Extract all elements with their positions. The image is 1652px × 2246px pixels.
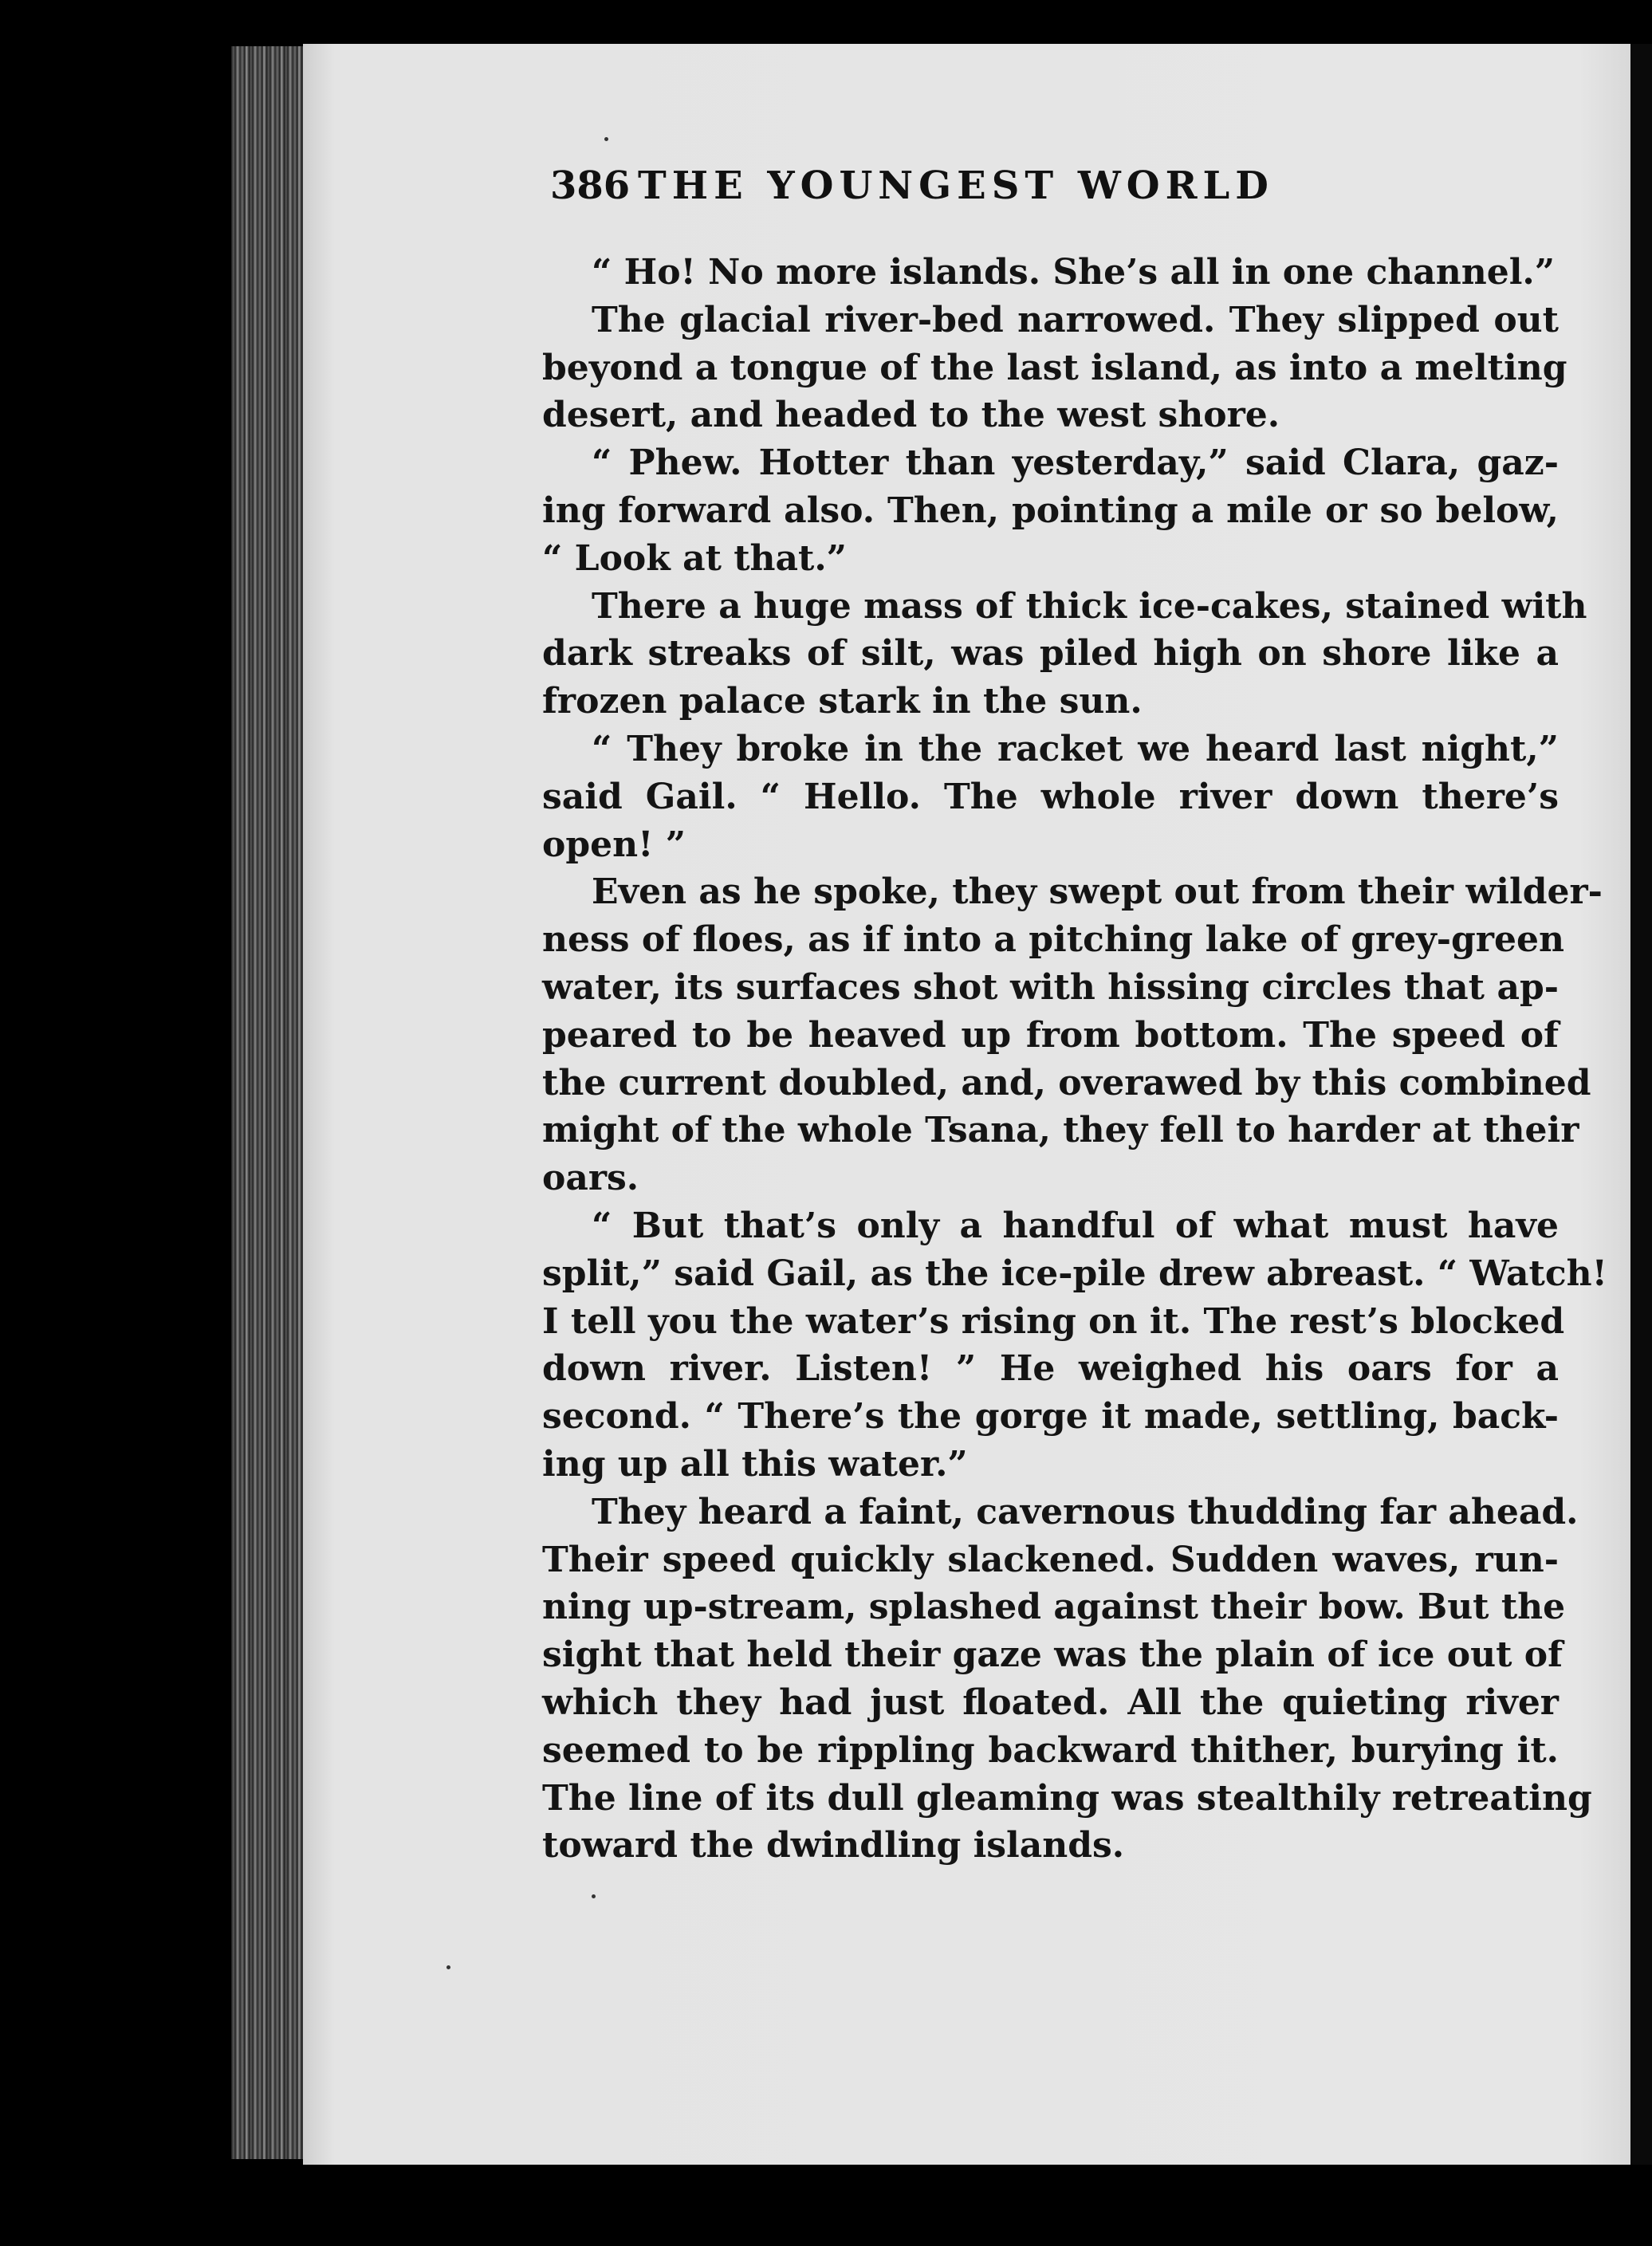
text-line: They heard a faint, cavernous thudding far ahead. [592, 1491, 1579, 1532]
text-line: down river. Listen! ” He weighed his oars for a [542, 1348, 1559, 1390]
print-speck [446, 1965, 450, 1969]
running-head: THE YOUNGEST WORLD [638, 163, 1274, 208]
text-line: ness of floes, as if into a pitching lake of grey-green [542, 919, 1564, 961]
text-line: sight that held their gaze was the plain of ice out of [542, 1634, 1564, 1676]
book-spine-edge [231, 46, 303, 2159]
text-line: might of the whole Tsana, they fell to harder at their [542, 1110, 1579, 1151]
text-line: ing forward also. Then, pointing a mile or so below, [542, 490, 1559, 531]
text-line: open! ” [542, 824, 686, 865]
text-line: The line of its dull gleaming was stealthily retreating [542, 1777, 1592, 1819]
text-line: I tell you the water’s rising on it. The rest’s blocked [542, 1300, 1565, 1342]
text-line: water, its surfaces shot with hissing circles that ap- [542, 966, 1559, 1008]
print-speck [592, 1894, 596, 1898]
text-line: toward the dwindling islands. [542, 1825, 1125, 1866]
text-line: said Gail. “ Hello. The whole river down there’s [542, 776, 1559, 817]
text-line: desert, and headed to the west shore. [542, 395, 1280, 436]
text-line: ing up all this water.” [542, 1443, 968, 1485]
text-line: beyond a tongue of the last island, as into a melting [542, 347, 1567, 388]
page-header [550, 163, 1427, 219]
text-line: peared to be heaved up from bottom. The speed of [542, 1014, 1559, 1056]
body-text [542, 249, 1607, 1870]
text-line: split,” said Gail, as the ice-pile drew abreast. “ Watch! [542, 1253, 1607, 1294]
text-line: The glacial river-bed narrowed. They slipped out [592, 299, 1559, 340]
text-line: second. “ There’s the gorge it made, settling, back- [542, 1396, 1559, 1438]
text-line: which they had just floated. All the quieting river [542, 1682, 1559, 1723]
text-line: ning up-stream, splashed against their bow. But the [542, 1587, 1566, 1628]
text-line: Even as he spoke, they swept out from their wilder- [592, 871, 1603, 913]
text-line: “ Look at that.” [542, 537, 847, 579]
text-line: oars. [542, 1158, 639, 1199]
text-line: the current doubled, and, overawed by this combined [542, 1062, 1591, 1103]
text-line: Their speed quickly slackened. Sudden waves, run- [542, 1539, 1559, 1580]
text-line: There a huge mass of thick ice-cakes, stained with [592, 585, 1587, 627]
text-line: frozen palace stark in the sun. [542, 681, 1143, 722]
text-line: “ Ho! No more islands. She’s all in one channel.” [592, 252, 1556, 293]
print-speck [604, 137, 608, 141]
text-line: seemed to be rippling backward thither, burying it. [542, 1729, 1559, 1771]
text-line: “ They broke in the racket we heard last night,” [592, 728, 1559, 769]
text-line: “ But that’s only a handful of what must have [592, 1205, 1559, 1246]
text-line: “ Phew. Hotter than yesterday,” said Clara, gaz- [592, 443, 1559, 484]
text-line: dark streaks of silt, was piled high on shore like a [542, 633, 1559, 675]
page-number: 386 [550, 163, 631, 208]
page-right-margin [1630, 44, 1652, 2165]
